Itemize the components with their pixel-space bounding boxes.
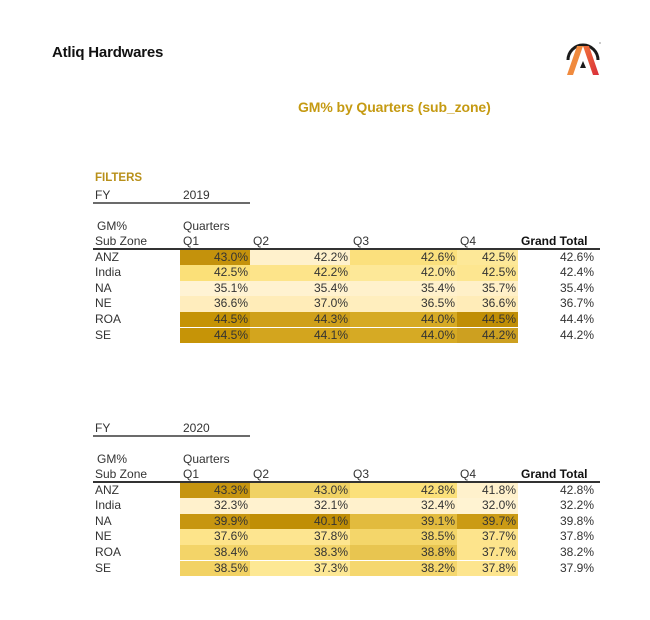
gm-cell-q1[interactable]: 37.6%	[180, 529, 250, 545]
gm-cell-q3[interactable]: 36.5%	[350, 296, 457, 312]
fy-filter-label: FY	[95, 188, 111, 202]
filters-heading: FILTERS	[95, 172, 143, 184]
grand-total-cell[interactable]: 37.9%	[559, 560, 594, 575]
gm-cell-q1[interactable]: 38.4%	[180, 545, 250, 561]
gm-cell-q2[interactable]: 43.0%	[250, 483, 350, 499]
gm-cell-q1[interactable]: 35.1%	[180, 281, 250, 297]
col-header-q4[interactable]: Q4	[460, 467, 477, 481]
grand-total-cell[interactable]: 38.2%	[559, 544, 594, 559]
row-header: Sub Zone	[95, 234, 148, 248]
sub-zone-label: NE	[95, 296, 112, 311]
gm-cell-q1[interactable]: 44.5%	[180, 312, 250, 328]
gm-cell-q3[interactable]: 38.8%	[350, 545, 457, 561]
gm-cell-q4[interactable]: 44.2%	[457, 328, 518, 344]
gm-cell-q2[interactable]: 44.1%	[250, 328, 350, 344]
sub-zone-label: India	[95, 498, 122, 513]
col-header-q2[interactable]: Q2	[253, 234, 270, 248]
gm-cell-q1[interactable]: 36.6%	[180, 296, 250, 312]
grand-total-header: Grand Total	[521, 467, 588, 481]
gm-cell-q2[interactable]: 38.3%	[250, 545, 350, 561]
gm-cell-q3[interactable]: 42.6%	[350, 250, 457, 266]
grand-total-cell[interactable]: 44.4%	[559, 311, 594, 326]
gm-cell-q2[interactable]: 35.4%	[250, 281, 350, 297]
col-header-q3[interactable]: Q3	[353, 467, 370, 481]
grand-total-cell[interactable]: 42.4%	[559, 265, 594, 280]
fy-filter-value[interactable]: 2019	[183, 188, 210, 202]
gm-cell-q4[interactable]: 35.7%	[457, 281, 518, 297]
row-header: Sub Zone	[95, 467, 148, 481]
gm-cell-q1[interactable]: 43.3%	[180, 483, 250, 499]
gm-cell-q4[interactable]: 42.5%	[457, 265, 518, 281]
fy-filter-label: FY	[95, 421, 111, 435]
grand-total-cell[interactable]: 42.8%	[559, 482, 594, 497]
grand-total-cell[interactable]: 35.4%	[559, 280, 594, 295]
gm-cell-q3[interactable]: 38.5%	[350, 529, 457, 545]
sub-zone-label: NE	[95, 529, 112, 544]
atliq-logo-icon	[562, 38, 604, 80]
sub-zone-label: SE	[95, 560, 112, 575]
filter-underline	[93, 435, 250, 437]
gm-cell-q4[interactable]: 32.0%	[457, 498, 518, 514]
sub-zone-label: ROA	[95, 311, 122, 326]
gm-cell-q2[interactable]: 32.1%	[250, 498, 350, 514]
company-name: Atliq Hardwares	[52, 44, 164, 61]
grand-total-cell[interactable]: 39.8%	[559, 513, 594, 528]
gm-cell-q4[interactable]: 37.7%	[457, 545, 518, 561]
gm-cell-q2[interactable]: 37.8%	[250, 529, 350, 545]
grand-total-cell[interactable]: 44.2%	[559, 327, 594, 342]
gm-cell-q2[interactable]: 37.0%	[250, 296, 350, 312]
measure-label: GM%	[97, 452, 127, 466]
sub-zone-label: NA	[95, 513, 112, 528]
grand-total-cell[interactable]: 37.8%	[559, 529, 594, 544]
gm-cell-q1[interactable]: 38.5%	[180, 561, 250, 577]
col-header-q4[interactable]: Q4	[460, 234, 477, 248]
gm-cell-q3[interactable]: 38.2%	[350, 561, 457, 577]
gm-cell-q4[interactable]: 41.8%	[457, 483, 518, 499]
sub-zone-label: ANZ	[95, 249, 119, 264]
col-header-q3[interactable]: Q3	[353, 234, 370, 248]
gm-cell-q1[interactable]: 44.5%	[180, 328, 250, 344]
gm-cell-q4[interactable]: 36.6%	[457, 296, 518, 312]
sub-zone-label: SE	[95, 327, 112, 342]
grand-total-cell[interactable]: 36.7%	[559, 296, 594, 311]
gm-cell-q2[interactable]: 37.3%	[250, 561, 350, 577]
gm-cell-q3[interactable]: 42.0%	[350, 265, 457, 281]
gm-cell-q1[interactable]: 43.0%	[180, 250, 250, 266]
gm-cell-q3[interactable]: 44.0%	[350, 312, 457, 328]
gm-cell-q2[interactable]: 40.1%	[250, 514, 350, 530]
col-header-q2[interactable]: Q2	[253, 467, 270, 481]
gm-cell-q2[interactable]: 42.2%	[250, 265, 350, 281]
gm-cell-q4[interactable]: 42.5%	[457, 250, 518, 266]
gm-cell-q4[interactable]: 44.5%	[457, 312, 518, 328]
col-header-q1[interactable]: Q1	[183, 234, 200, 248]
gm-cell-q4[interactable]: 39.7%	[457, 514, 518, 530]
sub-zone-label: India	[95, 265, 122, 280]
gm-cell-q3[interactable]: 35.4%	[350, 281, 457, 297]
gm-cell-q1[interactable]: 39.9%	[180, 514, 250, 530]
fy-filter-value[interactable]: 2020	[183, 421, 210, 435]
grand-total-header: Grand Total	[521, 234, 588, 248]
gm-cell-q3[interactable]: 39.1%	[350, 514, 457, 530]
grand-total-cell[interactable]: 32.2%	[559, 498, 594, 513]
gm-cell-q1[interactable]: 42.5%	[180, 265, 250, 281]
columns-label: Quarters	[183, 219, 230, 233]
filter-underline	[93, 202, 250, 204]
gm-cell-q3[interactable]: 32.4%	[350, 498, 457, 514]
sub-zone-label: ROA	[95, 544, 122, 559]
gm-cell-q3[interactable]: 44.0%	[350, 328, 457, 344]
columns-label: Quarters	[183, 452, 230, 466]
col-header-q1[interactable]: Q1	[183, 467, 200, 481]
gm-cell-q3[interactable]: 42.8%	[350, 483, 457, 499]
report-title: GM% by Quarters (sub_zone)	[298, 99, 491, 115]
grand-total-cell[interactable]: 42.6%	[559, 249, 594, 264]
gm-cell-q2[interactable]: 44.3%	[250, 312, 350, 328]
gm-cell-q1[interactable]: 32.3%	[180, 498, 250, 514]
gm-cell-q2[interactable]: 42.2%	[250, 250, 350, 266]
gm-cell-q4[interactable]: 37.7%	[457, 529, 518, 545]
measure-label: GM%	[97, 219, 127, 233]
gm-cell-q4[interactable]: 37.8%	[457, 561, 518, 577]
sub-zone-label: ANZ	[95, 482, 119, 497]
sub-zone-label: NA	[95, 280, 112, 295]
